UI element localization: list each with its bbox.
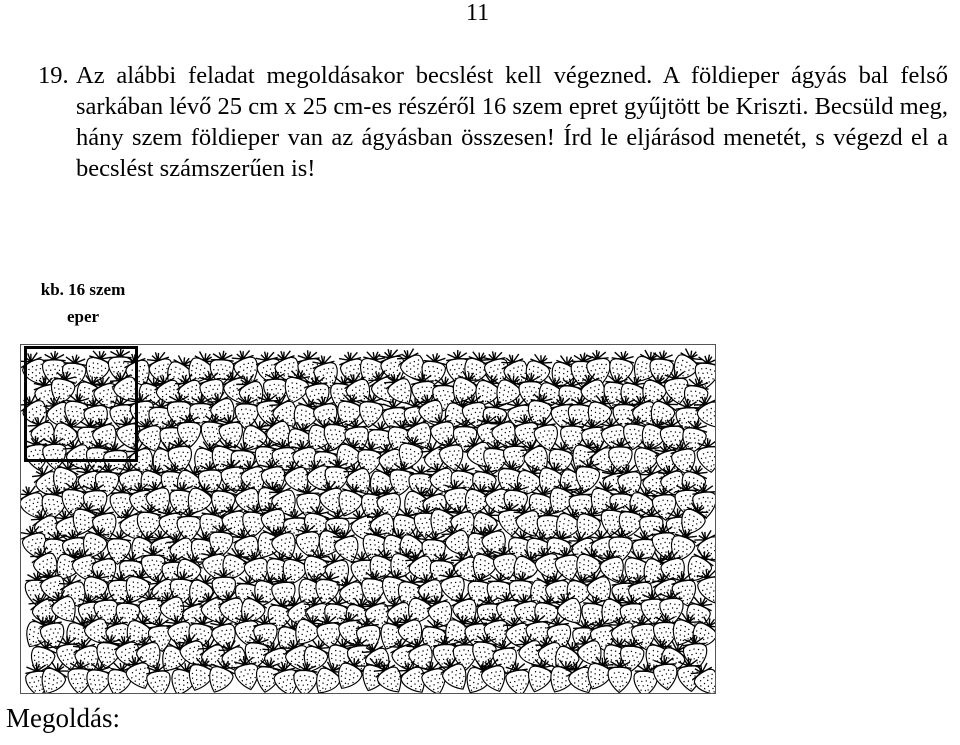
sample-caption-line2: eper [66,307,100,326]
solution-label: Megoldás: [6,703,120,733]
page-number: 11 [466,0,490,26]
problem-text: Az alábbi feladat megoldásakor becslést kell végezned. A földieper ágyás bal felső sarkában lévő 25 cm x 25 cm-es részéről 16 szem epret gyűjtött be Kriszti. Becsüld meg, hány szem földieper van az ágyásban összesen! Írd le eljárásod menetét, s végezd el a becslést számszerűen is! [76,62,948,182]
sample-caption-line1: kb. 16 szem [40,280,126,299]
sample-caption [18,276,148,330]
sample-area-box [24,346,138,462]
strawberry-icon [177,507,201,542]
problem-text-block [38,60,948,184]
strawberry-bed [20,344,716,694]
problem-number: 19. [38,62,69,89]
